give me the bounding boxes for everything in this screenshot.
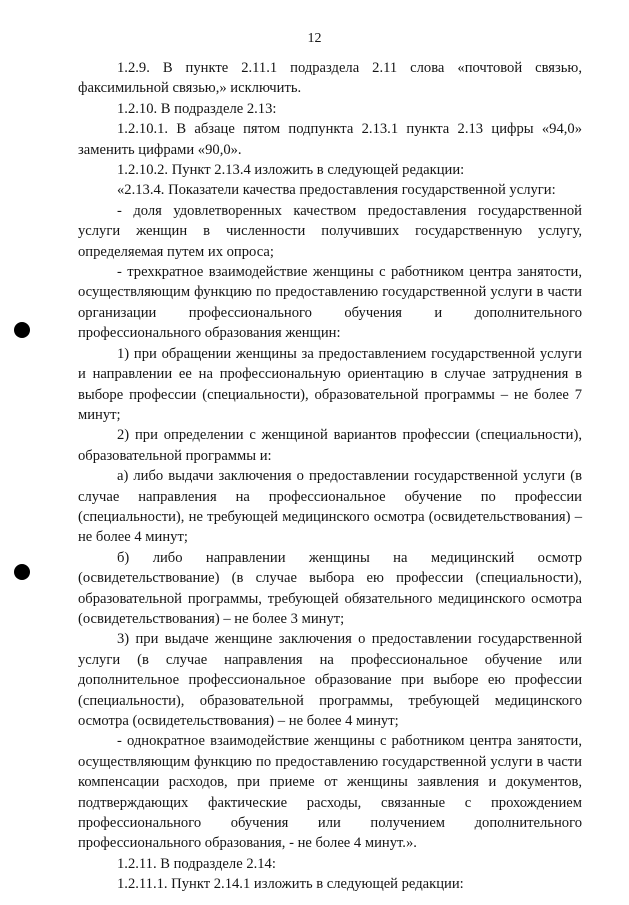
paragraph: 3) при выдаче женщине заключения о предоставлении государственной услуги (в случае направления на профессиональное обучение или дополнительное профессиональное образование при выборе ею профессии (специальности), образовательной программы, требующей медицинского осмотра (освидетельствования) – не более 4 минут;: [78, 631, 582, 729]
paragraph: 1.2.11.1. Пункт 2.14.1 изложить в следующей редакции:: [117, 876, 464, 893]
paragraph: 1.2.10. В подразделе 2.13:: [117, 100, 277, 117]
page-number: 12: [307, 31, 322, 46]
paragraph: б) либо направлении женщины на медицинский осмотр (освидетельствование) (в случае выбора ею профессии (специальности), образовательной программы, требующей обязательного медицинского осмотра (освидетельствования) – не более 3 минут;: [78, 549, 582, 627]
punch-hole: [14, 322, 30, 338]
document-body: [78, 58, 582, 895]
paragraph: «2.13.4. Показатели качества предоставления государственной услуги:: [117, 182, 556, 199]
paragraph: 1.2.11. В подразделе 2.14:: [117, 855, 276, 872]
paragraph: 2) при определении с женщиной вариантов профессии (специальности), образовательной программы и:: [78, 427, 582, 464]
paragraph: а) либо выдачи заключения о предоставлении государственной услуги (в случае направления на профессиональное обучение по профессии (специальности), не требующей медицинского осмотра (освидетельствования) – не более 4 минут;: [78, 468, 582, 546]
paragraph: - доля удовлетворенных качеством предоставления государственной услуги женщин в численности получивших государственную услугу, определяемая путем их опроса;: [78, 202, 582, 260]
paragraph: 1.2.10.1. В абзаце пятом подпункта 2.13.1 пункта 2.13 цифры «94,0» заменить цифрами «90,0».: [78, 121, 582, 158]
punch-hole: [14, 564, 30, 580]
paragraph: 1) при обращении женщины за предоставлением государственной услуги и направлении ее на профессиональную ориентацию в случае затруднения в выборе профессии (специальности), образовательной программы – не более 7 минут;: [78, 345, 582, 423]
paragraph: - однократное взаимодействие женщины с работником центра занятости, осуществляющим функцию по предоставлению государственной услуги в части компенсации расходов, при приеме от женщины заявления и документов, подтверждающих фактические расходы, связанные с прохождением профессионального обучения или получением дополнительного профессионального образования, - не более 4 минут.».: [78, 733, 582, 852]
paragraph: 1.2.9. В пункте 2.11.1 подраздела 2.11 слова «почтовой связью, факсимильной связью,» исключить.: [78, 60, 582, 97]
paragraph: - трехкратное взаимодействие женщины с работником центра занятости, осуществляющим функцию по предоставлению государственной услуги в части организации профессионального обучения и дополнительного профессионального образования женщин:: [78, 264, 582, 342]
paragraph: 1.2.10.2. Пункт 2.13.4 изложить в следующей редакции:: [117, 162, 465, 179]
